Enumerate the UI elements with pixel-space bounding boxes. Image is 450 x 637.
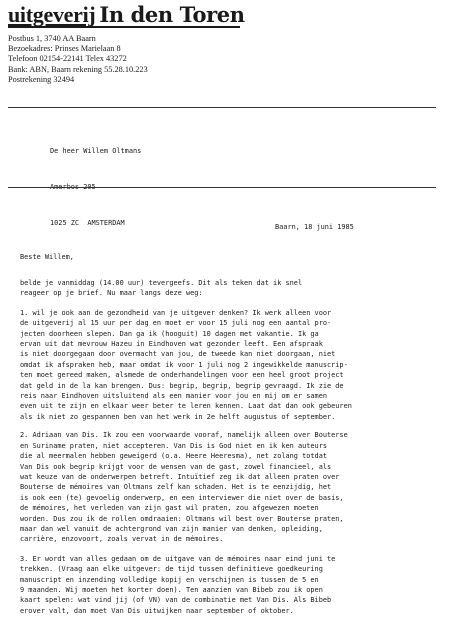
body-line: maar dan wel vanuit de achtergrond van zijn manier van denken, opleiding, (20, 524, 323, 533)
body-line: Bouterse de mémoires van Oltmans zelf kan schaden. Het is te eenzijdig, het (20, 483, 332, 492)
body-line: is ook een (te) gevoelig onderwerp, en een interviewer die niet over de basis, (20, 493, 344, 502)
body-line: belde je vanmiddag (14.00 uur) tevergeefs. Dit als teken dat ik snel (20, 279, 303, 287)
body-line: 1. wil je ook aan de gezondheid van je uitgever denken? Ik werk alleen voor (20, 308, 332, 317)
body-line: die al meermalen hebben geweigerd (o.a. Heere Heeresma), net zolang totdat (20, 452, 327, 461)
body-line: de uitgeverij al 15 uur per dag en moet er voor 15 juli nog een aantal pro- (20, 319, 332, 328)
recipient-city: 1025 ZC AMSTERDAM (50, 219, 125, 227)
publisher-name-logo: In den Toren (99, 2, 245, 27)
sender-postal-account: Postrekening 32494 (8, 74, 75, 84)
letterhead-rule (8, 26, 240, 28)
publisher-wordmark: uitgeverij (8, 2, 96, 27)
salutation: Beste Willem, (20, 253, 74, 261)
body-line: even uit te zijn en elkaar weer beter te leren kennen. Laat dat dan ook gebeuren (20, 402, 352, 411)
body-line: wat keuze van de onderwerpen betreft. Intuïtief zeg ik dat alleen praten over (20, 472, 340, 481)
body-line: 3. Er wordt van alles gedaan om de uitgave van de mémoires naar eind juni te (20, 554, 336, 563)
body-line: reageer op je brief. Nu maar langs deze weg: (20, 289, 203, 298)
sender-phone-telex: Telefoon 02154-22141 Telex 43272 (8, 54, 127, 64)
body-line: erover valt, dan moet Van Dis uitwijken naar september of oktober. (20, 606, 294, 615)
body-line: manuscript en inzending volledige kopij en verschijnen is tussen de 5 en (20, 575, 319, 584)
body-paragraph (20, 278, 444, 299)
recipient-name: De heer Willem Oltmans (50, 147, 142, 155)
body-line: is niet doorgegaan door overmacht van jou, de tweede kan niet doorgaan, niet (20, 350, 336, 359)
letter-body (20, 278, 444, 625)
body-paragraph (20, 308, 444, 422)
divider-bottom (8, 187, 436, 188)
body-paragraph (20, 430, 444, 544)
body-line: Van Dis ook begrip krijgt voor de wensen van de gast, zowel financieel, als (20, 462, 332, 471)
body-line: de mémoires, het verleden van zijn gast wil praten, zou afgewezen moeten (20, 504, 319, 513)
letter-date: Baarn, 18 juni 1985 (275, 223, 354, 231)
body-line: reis naar Eindhoven uitsluitend als een manier voor jou en mij om er samen (20, 392, 327, 401)
sender-address-line: Postbus 1, 3740 AA Baarn (8, 34, 96, 43)
body-line: kaart spelen: wat vind jij (of VN) van de combinatie met Van Dis. Als Bibeb (20, 596, 332, 605)
letterhead (8, 2, 245, 28)
body-line: omdat ik afspraken heb, maar omdat ik voor 1 juli nog 2 ingewikkelde manuscrip- (20, 360, 348, 369)
sender-address-block (8, 34, 148, 85)
body-line: als ik niet zo gespannen ben van het werk in 2e helft augustus of september. (20, 412, 336, 421)
body-line: jecten doorheen slepen. Dan ga ik (hooguit) 10 dagen met vakantie. Ik ga (20, 329, 319, 338)
sender-visiting-address: Bezoekadres: Prinses Marielaan 8 (8, 44, 121, 54)
body-line: carrière, enzovoort, zoals vervat in de mémoires. (20, 535, 224, 544)
body-line: 9 maanden. Wij moeten het korter doen). Ten aanzien van Bibeb zou ik open (20, 585, 323, 594)
recipient-street: Amerbos 205 (50, 183, 96, 191)
body-line: en Suriname praten, niet accepteren. Van Dis is God niet en ik ken auteurs (20, 441, 327, 450)
body-paragraph (20, 554, 444, 616)
body-line: worden. Dus zou ik de rollen omdraaien: Oltmans wil best over Bouterse praten, (20, 514, 344, 523)
sender-bank-account: Bank: ABN, Baarn rekening 55.28.10.223 (8, 64, 148, 74)
body-line: ten moet gereed maken, alsmede de onderhandelingen voor een heel groot project (20, 371, 344, 380)
body-line: 2. Adriaan van Dis. Ik zou een voorwaarde vooraf, namelijk alleen over Bouterse (20, 431, 348, 440)
divider-top (8, 107, 436, 108)
body-line: dat geld in de la kan brengen. Dus: begrip, begrip, begrip gevraagd. Ik zie de (20, 381, 344, 390)
body-line: ervan uit dat mevrouw Hazeu in Eindhoven wat gezonder leeft. Een afspraak (20, 340, 323, 349)
body-line: trekken. (Vraag aan elke uitgever: de tijd tussen definitieve goedkeuring (20, 565, 323, 574)
